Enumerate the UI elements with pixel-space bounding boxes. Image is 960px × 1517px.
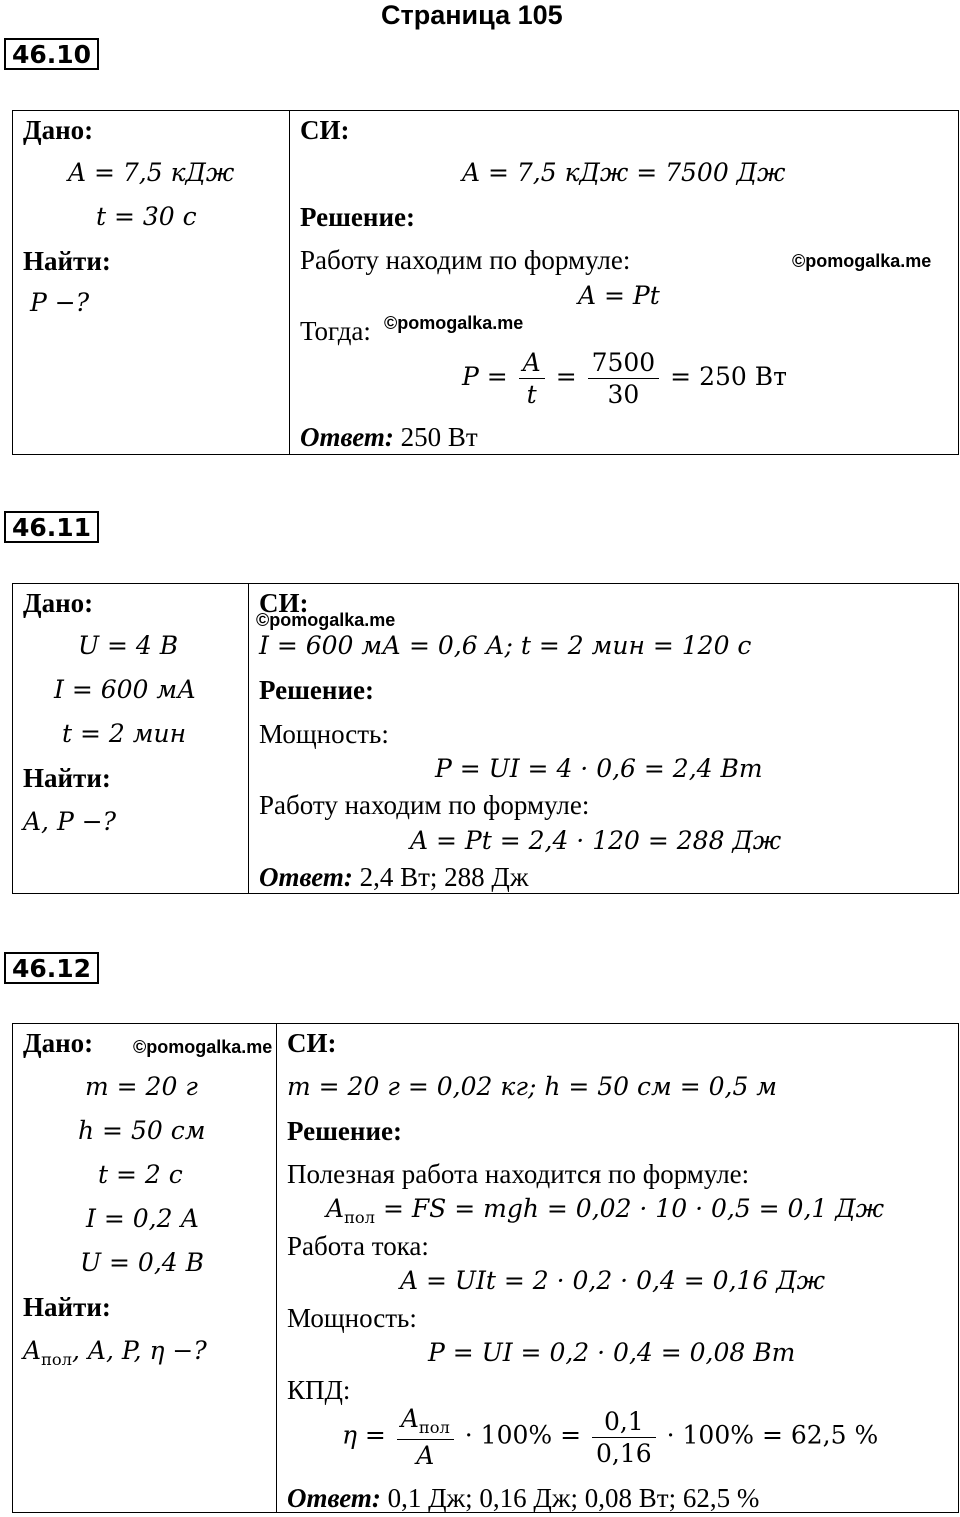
solution-label: Решение: <box>287 1116 402 1146</box>
solution-label: Решение: <box>300 202 415 232</box>
watermark: ©pomogalka.me <box>133 1037 273 1057</box>
formula-mid: · 100% = <box>464 1420 582 1450</box>
solution-label: Решение: <box>259 675 374 705</box>
subscript: пол <box>418 1418 450 1437</box>
table-divider <box>276 1024 277 1512</box>
formula-rhs: = 250 Вт <box>670 362 787 391</box>
find-value: P −? <box>30 288 90 317</box>
given-time: t = 2 мин <box>62 719 187 748</box>
page-title: Страница 105 <box>381 0 563 30</box>
given-time: t = 30 с <box>96 202 197 231</box>
formula-lhs: η = <box>342 1420 386 1450</box>
solution-text: Работу находим по формуле: <box>259 790 590 820</box>
formula: A = UIt = 2 · 0,2 · 0,4 = 0,16 Дж <box>400 1266 826 1295</box>
formula-fraction <box>342 1404 879 1471</box>
numerator: 0,1 <box>592 1409 656 1438</box>
formula-rhs: · 100% = 62,5 % <box>666 1420 879 1450</box>
problem-number-46-10: 46.10 <box>4 38 99 70</box>
si-label: СИ: <box>259 588 309 618</box>
solution-text: Работу находим по формуле: <box>300 245 631 275</box>
numerator <box>397 1406 454 1440</box>
answer-line <box>259 864 529 891</box>
symbol: A <box>326 1194 345 1223</box>
denominator: 0,16 <box>596 1438 652 1468</box>
solution-text: КПД: <box>287 1375 351 1405</box>
formula <box>326 1196 884 1226</box>
problem-number-46-12: 46.12 <box>4 952 99 984</box>
watermark: ©pomogalka.me <box>384 313 524 333</box>
solution-text: Мощность: <box>259 719 389 749</box>
fraction <box>397 1404 454 1471</box>
given-label: Дано: <box>23 1028 94 1058</box>
si-conversion: m = 20 г = 0,02 кг; h = 50 см = 0,5 м <box>287 1072 778 1101</box>
numerator: 7500 <box>588 350 660 379</box>
si-label: СИ: <box>287 1028 337 1058</box>
solution-text: Мощность: <box>287 1303 417 1333</box>
answer-line <box>300 424 478 451</box>
given-voltage: U = 0,4 В <box>80 1248 204 1277</box>
solution-text: Тогда: <box>300 316 371 346</box>
fraction <box>519 350 545 407</box>
find-label: Найти: <box>23 763 111 793</box>
table-divider <box>248 584 249 893</box>
given-label: Дано: <box>23 588 94 618</box>
numerator: A <box>519 350 545 379</box>
formula-lhs: P = <box>462 362 508 391</box>
symbol: A <box>400 1404 419 1433</box>
equals: = <box>555 362 577 391</box>
subscript: пол <box>41 1350 72 1369</box>
given-height: h = 50 см <box>78 1116 206 1145</box>
formula-fraction <box>462 350 787 407</box>
solution-text: Работа тока: <box>287 1231 429 1261</box>
find-label: Найти: <box>23 246 111 276</box>
find-value: A, P −? <box>23 807 117 836</box>
symbol-list: , A, P, η −? <box>72 1336 207 1365</box>
si-label: СИ: <box>300 115 350 145</box>
watermark: ©pomogalka.me <box>792 251 932 271</box>
denominator: t <box>526 380 537 409</box>
given-work: A = 7,5 кДж <box>68 158 235 187</box>
denominator: A <box>416 1441 435 1471</box>
answer-label: Ответ: <box>259 862 353 892</box>
answer-value: 0,1 Дж; 0,16 Дж; 0,08 Вт; 62,5 % <box>387 1483 760 1513</box>
answer-label: Ответ: <box>300 422 394 452</box>
subscript: пол <box>344 1208 375 1227</box>
given-label: Дано: <box>23 115 94 145</box>
formula: A = Pt = 2,4 · 120 = 288 Дж <box>410 826 782 855</box>
si-conversion: A = 7,5 кДж = 7500 Дж <box>462 158 786 187</box>
si-conversion: I = 600 мА = 0,6 А; t = 2 мин = 120 с <box>259 631 752 660</box>
formula: P = UI = 0,2 · 0,4 = 0,08 Вт <box>428 1338 796 1367</box>
formula-rest: = FS = mgh = 0,02 · 10 · 0,5 = 0,1 Дж <box>375 1194 885 1223</box>
fraction <box>592 1406 656 1468</box>
solution-text: Полезная работа находится по формуле: <box>287 1159 750 1189</box>
denominator: 30 <box>607 380 640 409</box>
problem-number-46-11: 46.11 <box>4 511 99 543</box>
answer-line <box>287 1485 759 1512</box>
formula: A = Pt <box>578 281 660 310</box>
given-current: I = 0,2 А <box>86 1204 200 1233</box>
symbol: A <box>23 1336 42 1365</box>
given-voltage: U = 4 В <box>78 631 179 660</box>
table-divider <box>289 111 290 454</box>
answer-label: Ответ: <box>287 1483 381 1513</box>
given-time: t = 2 с <box>98 1160 183 1189</box>
formula: P = UI = 4 · 0,6 = 2,4 Вт <box>435 754 763 783</box>
answer-value: 2,4 Вт; 288 Дж <box>359 862 529 892</box>
find-label: Найти: <box>23 1292 111 1322</box>
fraction <box>588 350 660 407</box>
given-mass: m = 20 г <box>85 1072 198 1101</box>
given-current: I = 600 мА <box>54 675 197 704</box>
watermark: ©pomogalka.me <box>256 610 396 630</box>
answer-value: 250 Вт <box>400 422 478 452</box>
find-value <box>23 1338 207 1368</box>
